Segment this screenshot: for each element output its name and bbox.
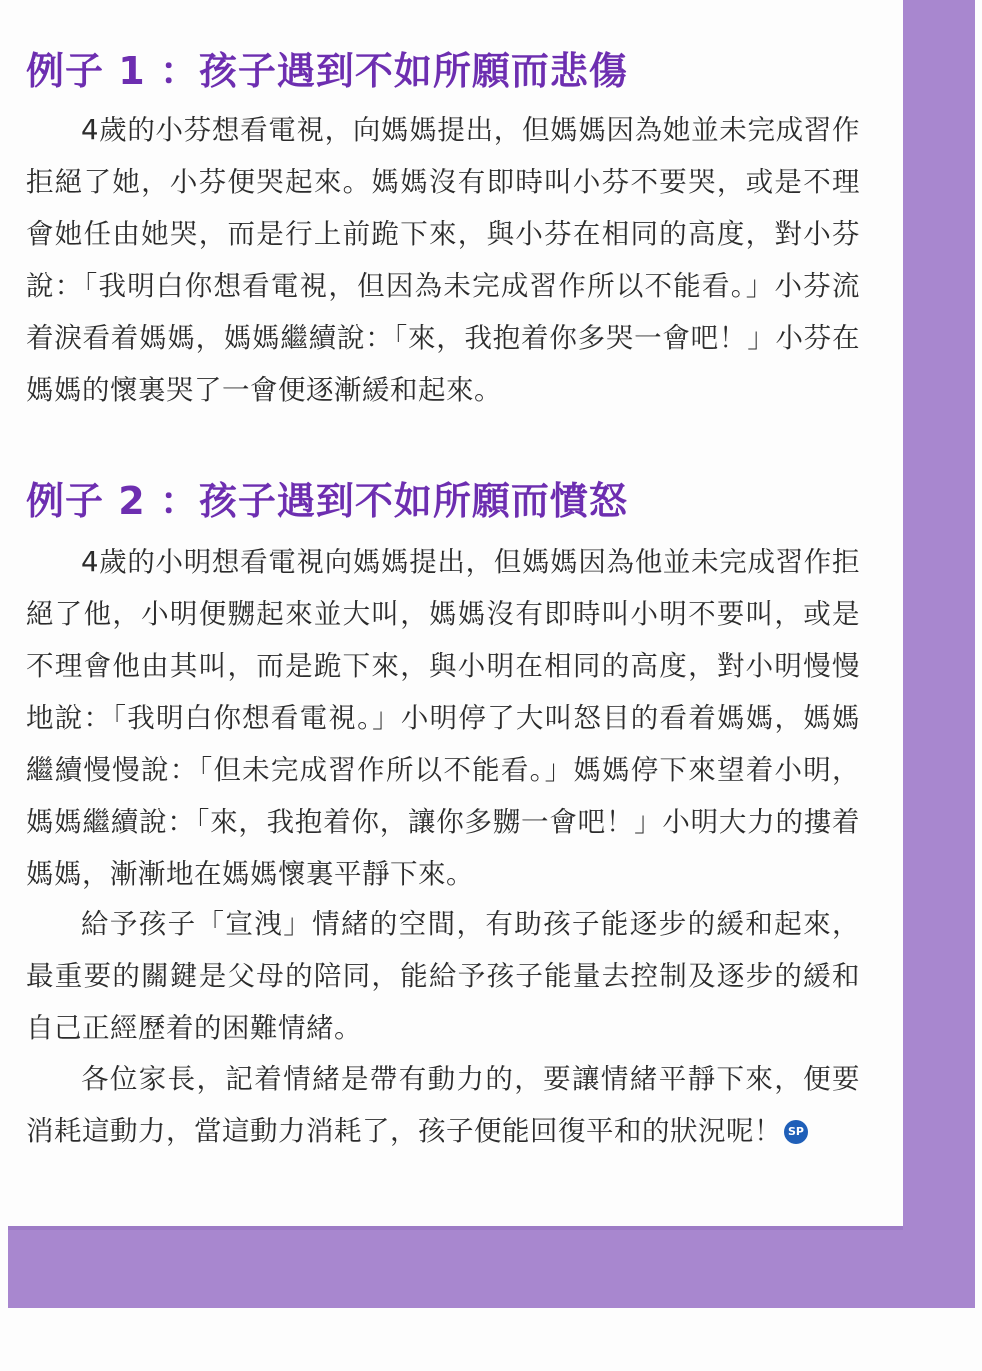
example-1-heading: 例子 1 ：孩子遇到不如所願而悲傷 bbox=[26, 49, 628, 93]
closing-paragraph-1: 給予孩子「宣洩」情緒的空間，有助孩子能逐步的緩和起來，最重要的關鍵是父母的陪同，能給予孩子能量去控制及逐步的緩和自己正經歷着的困難情緒。 bbox=[26, 908, 860, 1044]
example-2-paragraph: 4歲的小明想看電視向媽媽提出，但媽媽因為他並未完成習作拒絕了他，小明便嬲起來並大叫，媽媽沒有即時叫小明不要叫，或是不理會他由其叫，而是跪下來，與小明在相同的高度，對小明慢慢地說：「我明白你想看電視。」小明停了大叫怒目的看着媽媽，媽媽繼續慢慢說：「但未完成習作所以不能看。」媽媽停下來望着小明，媽媽繼續說：「來，我抱着你，讓你多嬲一會吧！」小明大力的摟着媽媽，漸漸地在媽媽懷裏平靜下來。 bbox=[26, 546, 860, 890]
sp-logo-icon: SP bbox=[784, 1120, 808, 1144]
decorative-frame-bottom bbox=[8, 1226, 975, 1308]
closing-paragraph-2-text: 各位家長，記着情緒是帶有動力的，要讓情緒平靜下來，便要消耗這動力，當這動力消耗了，孩子便能回復平和的狀況呢！ bbox=[26, 1063, 860, 1147]
decorative-frame-shade bbox=[8, 1226, 903, 1230]
closing-paragraph-2 bbox=[26, 1053, 860, 1157]
example-2-heading: 例子 2 ：孩子遇到不如所願而憤怒 bbox=[26, 479, 628, 523]
decorative-frame-right bbox=[903, 0, 975, 1308]
example-1-paragraph: 4歲的小芬想看電視，向媽媽提出，但媽媽因為她並未完成習作拒絕了她，小芬便哭起來。媽媽沒有即時叫小芬不要哭，或是不理會她任由她哭，而是行上前跪下來，與小芬在相同的高度，對小芬說：「我明白你想看電視，但因為未完成習作所以不能看。」小芬流着淚看着媽媽，媽媽繼續說：「來，我抱着你多哭一會吧！」小芬在媽媽的懷裏哭了一會便逐漸緩和起來。 bbox=[26, 114, 860, 406]
